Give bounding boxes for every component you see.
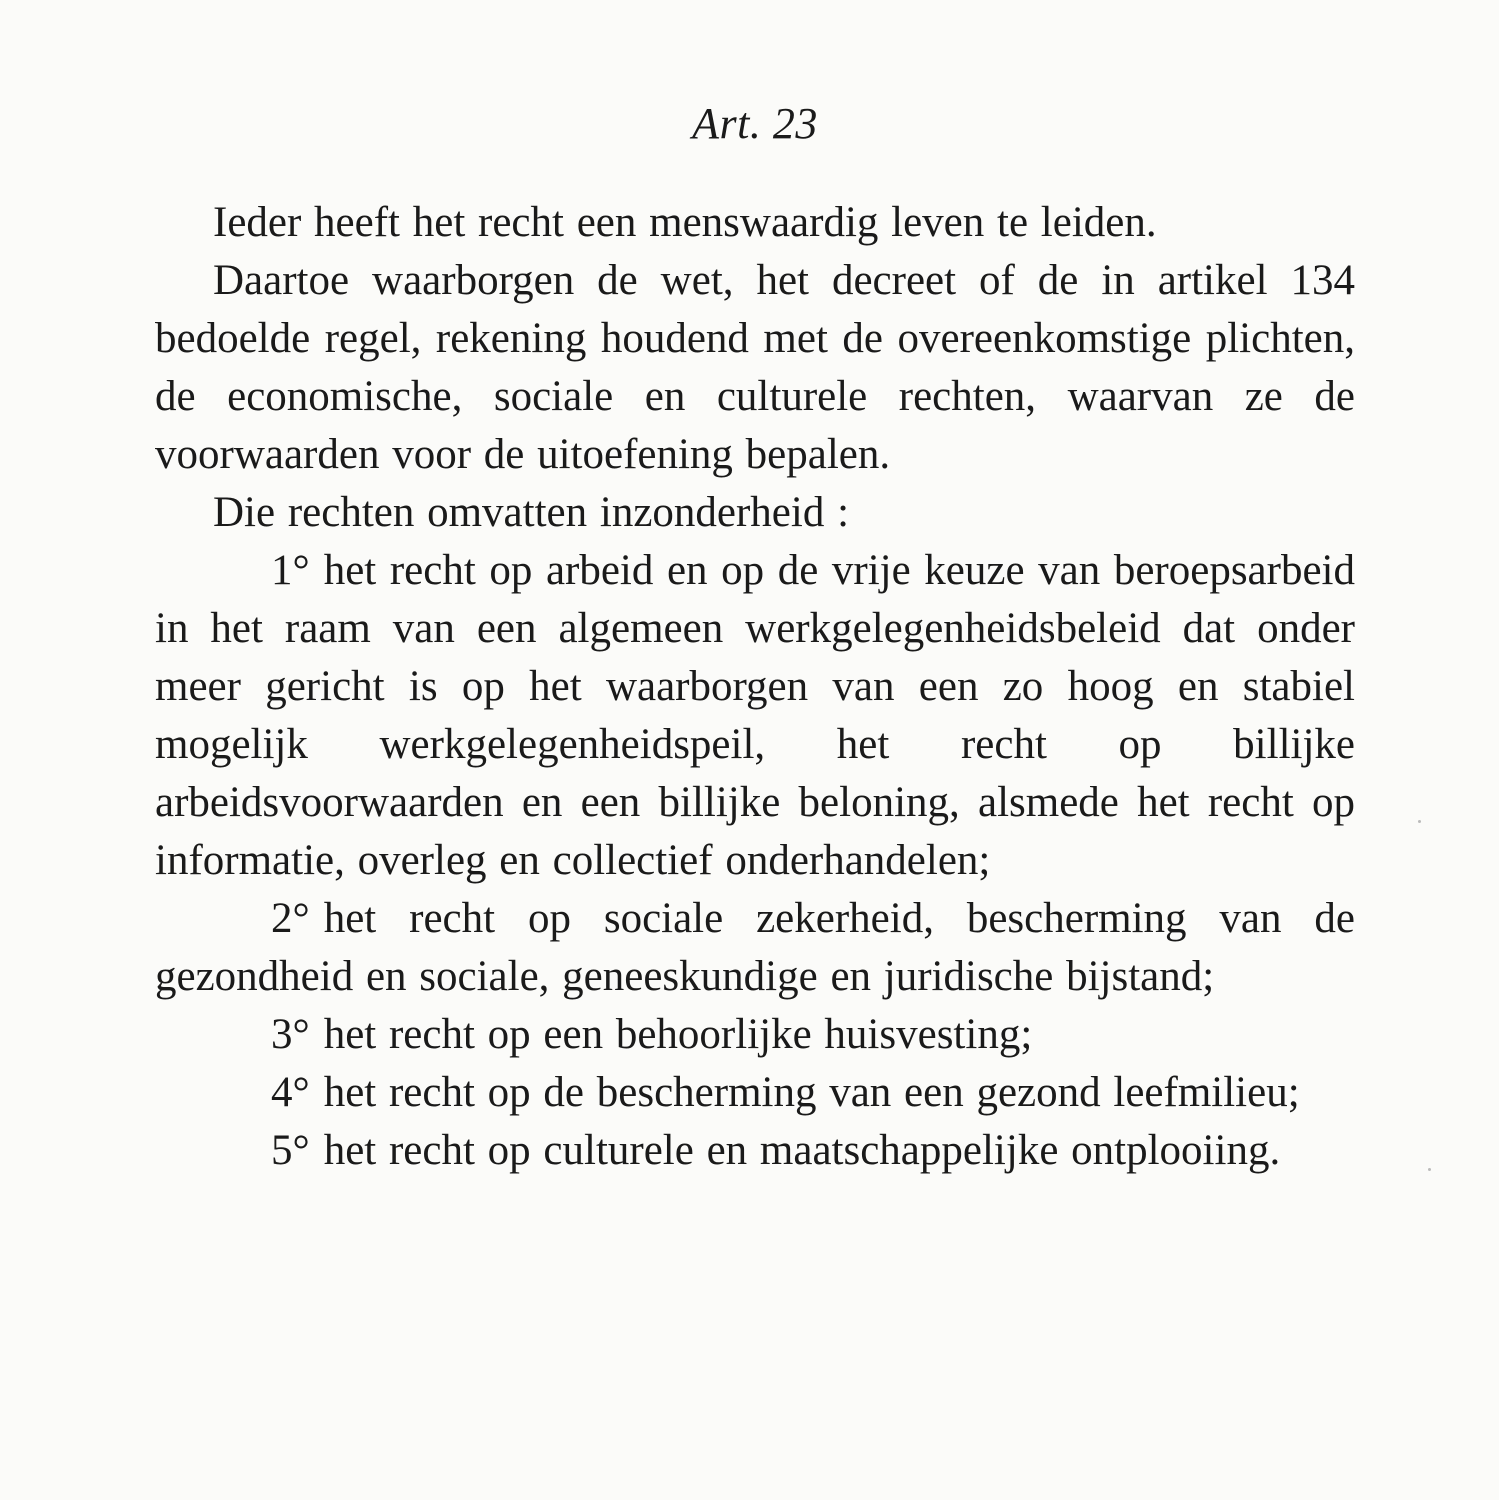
list-item-number: 1° xyxy=(271,547,310,594)
paragraph-1: Ieder heeft het recht een menswaardig leven te leiden. xyxy=(213,199,1157,246)
list-item-text: het recht op de bescherming van een gezond leefmilieu; xyxy=(323,1069,1300,1116)
list-item-number: 5° xyxy=(271,1127,310,1174)
list-item-number: 2° xyxy=(271,895,310,942)
list-item-5 xyxy=(155,1122,1355,1180)
list-item-text: het recht op een behoorlijke huisvesting; xyxy=(323,1011,1033,1058)
paragraph-2: Daartoe waarborgen de wet, het decreet of de in artikel 134 bedoelde regel, rekening houdend met de overeenkomstige plichten, de economische, sociale en culturele rechten, waarvan ze de voorwaarden voor de uitoefening bepalen. xyxy=(155,257,1355,478)
list-item-3 xyxy=(155,1006,1355,1064)
list-item-text: het recht op culturele en maatschappelijke ontplooiing. xyxy=(323,1127,1281,1174)
scan-speck xyxy=(1428,1168,1431,1171)
list-item-number: 4° xyxy=(271,1069,310,1116)
list-item-4 xyxy=(155,1064,1355,1122)
list-item-text: het recht op arbeid en op de vrije keuze van beroepsarbeid in het raam van een algemeen werkgelegenheidsbeleid dat onder meer gericht is op het waarborgen van een zo hoog en stabiel mogelijk werkgelegenheidspeil, het recht op billijke arbeidsvoorwaarden en een billijke beloning, alsmede het recht op informatie, overleg en collectief onderhandelen; xyxy=(155,547,1355,884)
list-item-2 xyxy=(155,890,1355,1006)
paragraph-3: Die rechten omvatten inzonderheid : xyxy=(213,489,850,536)
article-title: Art. 23 xyxy=(692,99,818,148)
scan-speck xyxy=(1418,820,1421,823)
list-item-1 xyxy=(155,542,1355,890)
list-item-number: 3° xyxy=(271,1011,310,1058)
list-item-text: het recht op sociale zekerheid, bescherming van de gezondheid en sociale, geneeskundige en juridische bijstand; xyxy=(155,895,1355,1000)
article-text xyxy=(155,92,1355,1180)
